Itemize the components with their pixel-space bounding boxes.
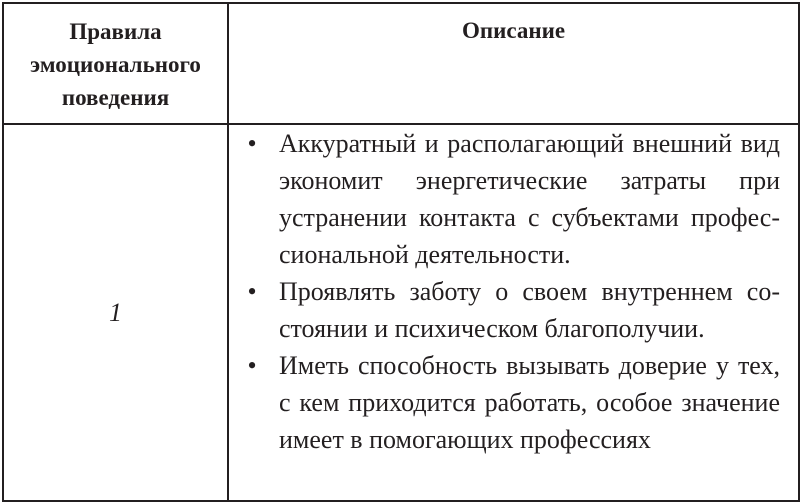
bullet-icon: • [247,277,257,306]
description-list [229,125,798,458]
header-rules: Правила эмоционального поведения [3,3,228,124]
rules-table [2,2,800,502]
list-item [229,347,798,458]
row-description [228,124,799,501]
bullet-icon: • [247,351,257,380]
list-item-text: Аккуратный и располагающий внешний вид экономит энергетические затраты при устранении контакта с субъектами профессиональной деятельности. [279,129,780,269]
list-item-text: Проявлять заботу о своем внутреннем состоянии и психическом благополучии. [279,277,780,343]
list-item-text: Иметь способность вызывать доверие у тех, с кем приходится работать, особое значение имеет в помогающих профессиях [279,351,780,454]
table-row [3,124,799,501]
table-header-row [3,3,799,124]
bullet-icon: • [247,129,257,158]
list-item [229,273,798,347]
header-description: Описание [228,3,799,124]
row-number: 1 [3,124,228,501]
list-item [229,125,798,273]
